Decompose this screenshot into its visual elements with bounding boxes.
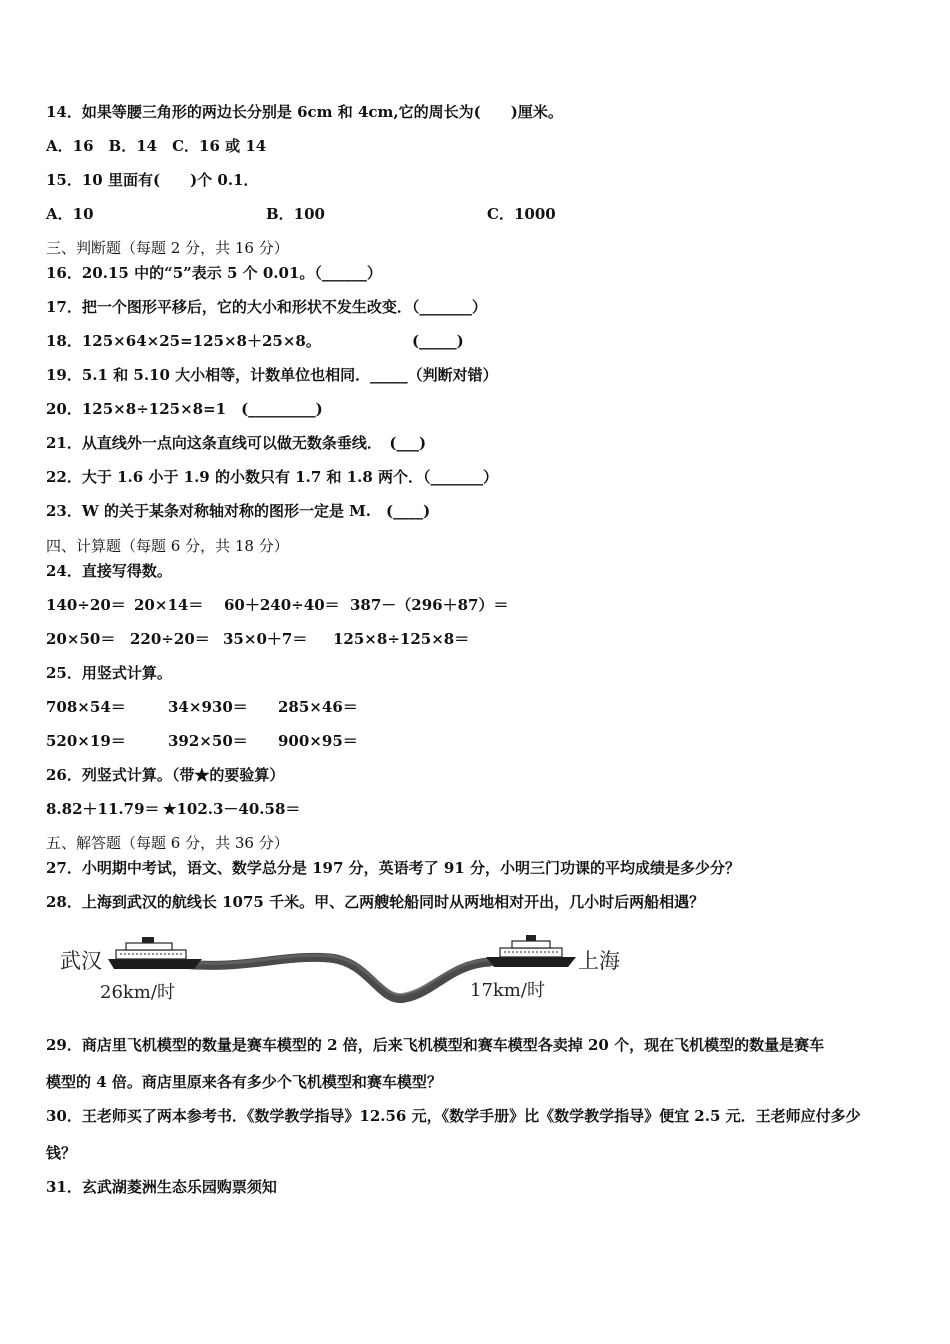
question-24-stem: 24．直接写得数。 bbox=[46, 562, 172, 580]
section-4-heading: 四、计算题（每题 6 分，共 18 分） bbox=[46, 537, 289, 555]
question-27: 27．小明期中考试，语文、数学总分是 197 分，英语考了 91 分，小明三门功课的平均成绩是多少分？ bbox=[46, 859, 740, 877]
calc-item: 708×54＝ bbox=[46, 698, 126, 716]
question-14-stem: 14．如果等腰三角形的两边长分别是 6cm 和 4cm,它的周长为( )厘米。 bbox=[46, 103, 563, 121]
calc-item: 392×50＝ bbox=[168, 732, 248, 750]
calc-item: 60＋240÷40＝ bbox=[224, 596, 340, 614]
question-29-line-2: 模型的 4 倍。商店里原来各有多少个飞机模型和赛车模型？ bbox=[46, 1073, 442, 1091]
question-18-blank: (_____) bbox=[412, 332, 464, 350]
question-22: 22．大于 1.6 小于 1.9 的小数只有 1.7 和 1.8 两个．（_______） bbox=[46, 468, 499, 486]
section-3-heading: 三、判断题（每题 2 分，共 16 分） bbox=[46, 239, 289, 257]
calc-item: ★102.3－40.58＝ bbox=[163, 800, 301, 818]
question-15-stem: 15．10 里面有( )个 0.1． bbox=[46, 171, 259, 189]
question-25-stem: 25．用竖式计算。 bbox=[46, 664, 172, 682]
calc-item: 20×14＝ bbox=[134, 596, 204, 614]
left-ship-icon bbox=[108, 937, 202, 969]
question-16: 16．20.15 中的“5”表示 5 个 0.01。（______） bbox=[46, 264, 382, 282]
calc-item: 34×930＝ bbox=[168, 698, 248, 716]
question-31: 31．玄武湖菱洲生态乐园购票须知 bbox=[46, 1178, 277, 1196]
question-18-stem: 18．125×64×25=125×8＋25×8。 bbox=[46, 332, 321, 350]
calc-item: 387－（296＋87）＝ bbox=[350, 596, 509, 614]
calc-item: 900×95＝ bbox=[278, 732, 358, 750]
question-29-line-1: 29．商店里飞机模型的数量是赛车模型的 2 倍，后来飞机模型和赛车模型各卖掉 20 个，现在飞机模型的数量是赛车 bbox=[46, 1036, 825, 1054]
question-26-stem: 26．列竖式计算。（带★的要验算） bbox=[46, 766, 285, 784]
option-b: B．100 bbox=[266, 205, 325, 223]
question-17: 17．把一个图形平移后，它的大小和形状不发生改变．（_______） bbox=[46, 298, 487, 316]
calc-item: 125×8÷125×8＝ bbox=[333, 630, 470, 648]
question-19: 19．5.1 和 5.10 大小相等，计数单位也相同．_____（判断对错） bbox=[46, 366, 498, 384]
left-city-label: 武汉 bbox=[60, 949, 102, 973]
question-14-options: A．16 B．14 C．16 或 14 bbox=[46, 137, 267, 155]
calc-item: 35×0＋7＝ bbox=[223, 630, 308, 648]
calc-item: 220÷20＝ bbox=[130, 630, 210, 648]
right-city-label: 上海 bbox=[578, 949, 620, 973]
question-30-line-2: 钱？ bbox=[46, 1144, 77, 1162]
right-ship-icon bbox=[486, 935, 576, 967]
calc-item: 8.82＋11.79＝ bbox=[46, 800, 160, 818]
left-speed-label: 26km/时 bbox=[100, 982, 175, 1003]
question-23: 23．W 的关于某条对称轴对称的图形一定是 M. (____) bbox=[46, 502, 431, 520]
calc-item: 20×50＝ bbox=[46, 630, 116, 648]
calc-item: 140÷20＝ bbox=[46, 596, 126, 614]
right-speed-label: 17km/时 bbox=[470, 980, 545, 1001]
question-30-line-1: 30．王老师买了两本参考书．《数学教学指导》12.56 元，《数学手册》比《数学教学指导》便宜 2.5 元．王老师应付多少 bbox=[46, 1107, 861, 1125]
option-a: A．10 bbox=[46, 205, 94, 223]
calc-item: 285×46＝ bbox=[278, 698, 358, 716]
route-figure bbox=[50, 926, 640, 1012]
section-5-heading: 五、解答题（每题 6 分，共 36 分） bbox=[46, 834, 289, 852]
question-21: 21．从直线外一点向这条直线可以做无数条垂线． (___) bbox=[46, 434, 427, 452]
question-20: 20．125×8÷125×8=1 (_________) bbox=[46, 400, 323, 418]
question-28: 28．上海到武汉的航线长 1075 千米。甲、乙两艘轮船同时从两地相对开出，几小时后两船相遇？ bbox=[46, 893, 705, 911]
option-c: C．1000 bbox=[487, 205, 556, 223]
calc-item: 520×19＝ bbox=[46, 732, 126, 750]
